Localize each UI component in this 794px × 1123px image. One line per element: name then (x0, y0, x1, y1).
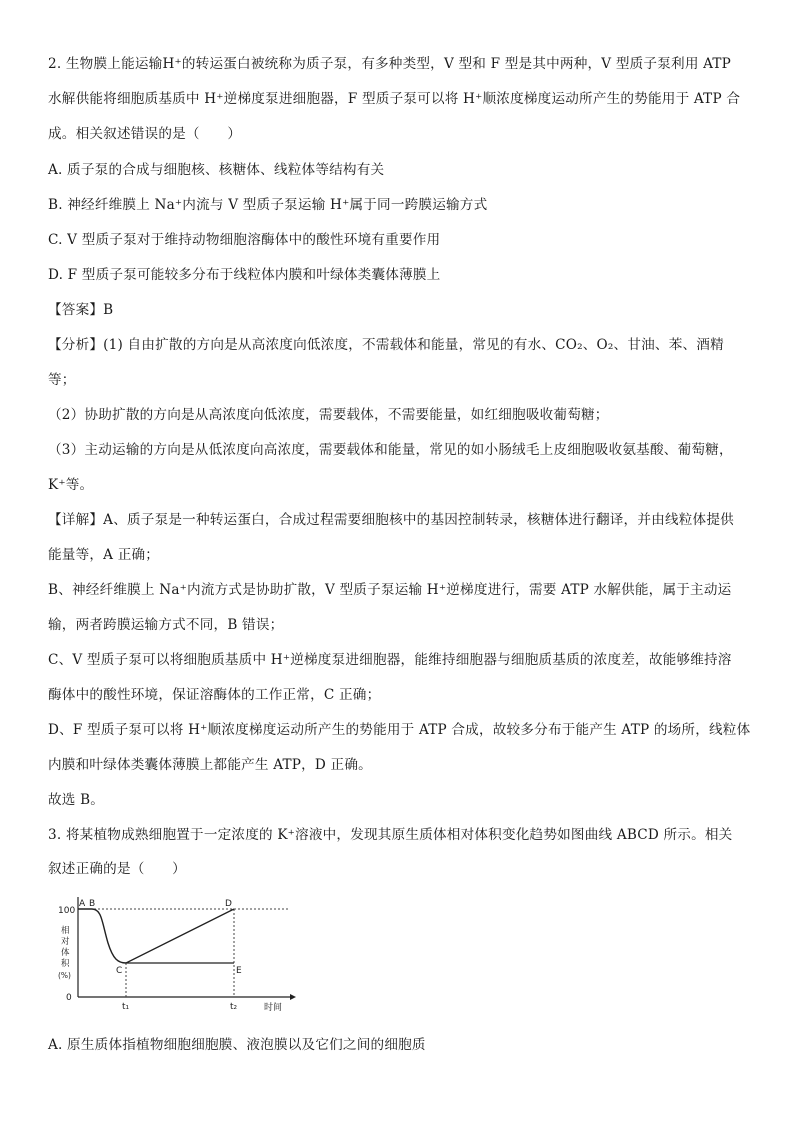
y-tick-0: 0 (66, 993, 72, 1003)
q2-detail-line-4: 输，两者跨膜运输方式不同，B 错误； (48, 617, 284, 633)
q2-analysis-line-4: （3）主动运输的方向是从低浓度向高浓度，需要载体和能量，常见的如小肠绒毛上皮细胞吸收氨基酸、葡萄糖， (48, 442, 733, 458)
x-axis-arrow (290, 994, 296, 1000)
q2-detail-line-9: 故选 B。 (48, 792, 105, 808)
curve-abc (78, 909, 126, 963)
q3-figure (58, 893, 298, 1019)
q3-stem-line-2: 叙述正确的是（ ） (48, 861, 186, 877)
x-tick-t1: t₁ (122, 1002, 130, 1012)
q2-detail-line-8: 内膜和叶绿体类囊体薄膜上都能产生 ATP，D 正确。 (48, 757, 372, 773)
y-label-char-1: 相 (61, 926, 70, 936)
q2-answer: 【答案】B (48, 302, 114, 318)
q2-detail-line-6: 酶体中的酸性环境，保证溶酶体的工作正常，C 正确； (48, 687, 381, 703)
q2-stem-line-2: 水解供能将细胞质基质中 H⁺逆梯度泵进细胞器，F 型质子泵可以将 H⁺顺浓度梯度运动所产生的势能用于 ATP 合 (48, 91, 741, 107)
q2-detail-line-3: B、神经纤维膜上 Na⁺内流方式是协助扩散，V 型质子泵运输 H⁺逆梯度进行，需要 ATP 水解供能，属于主动运 (48, 582, 732, 598)
y-label-char-2: 对 (61, 937, 70, 947)
label-d: D (225, 899, 232, 909)
q2-option-a: A. 质子泵的合成与细胞核、核糖体、线粒体等结构有关 (48, 162, 385, 178)
q2-detail-line-5: C、V 型质子泵可以将细胞质基质中 H⁺逆梯度泵进细胞器，能维持细胞器与细胞质基质的浓度差，故能够维持溶 (48, 652, 732, 668)
q3-option-a: A. 原生质体指植物细胞细胞膜、液泡膜以及它们之间的细胞质 (48, 1037, 426, 1053)
q2-detail-line-2: 能量等，A 正确； (48, 547, 160, 563)
q2-analysis-line-2: 等； (48, 372, 76, 388)
q2-stem-line-3: 成。相关叙述错误的是（ ） (48, 126, 242, 142)
y-label-char-3: 体 (61, 948, 70, 958)
q2-option-c: C. V 型质子泵对于维持动物细胞溶酶体中的酸性环境有重要作用 (48, 232, 441, 248)
q2-detail-line-1: 【详解】A、质子泵是一种转运蛋白，合成过程需要细胞核中的基因控制转录，核糖体进行翻译，并由线粒体提供 (48, 512, 734, 528)
q2-stem-line-1: 2. 生物膜上能运输H⁺的转运蛋白被统称为质子泵，有多种类型，V 型和 F 型是其中两种，V 型质子泵利用 ATP (48, 56, 732, 72)
y-label-char-4: 积 (61, 959, 70, 969)
q3-volume-graph (58, 893, 298, 1019)
curve-cd (126, 909, 234, 963)
q2-analysis-line-5: K⁺等。 (48, 477, 94, 493)
label-c: C (116, 966, 123, 976)
q2-option-d: D. F 型质子泵可能较多分布于线粒体内膜和叶绿体类囊体薄膜上 (48, 267, 441, 283)
q2-analysis-line-1: 【分析】(1) 自由扩散的方向是从高浓度向低浓度，不需载体和能量，常见的有水、CO₂、O₂、甘油、苯、酒精 (48, 337, 724, 353)
label-a: A (79, 899, 86, 909)
y-label-unit: (%) (58, 971, 71, 980)
x-axis-label: 时间 (264, 1003, 283, 1013)
q2-option-b: B. 神经纤维膜上 Na⁺内流与 V 型质子泵运输 H⁺属于同一跨膜运输方式 (48, 197, 488, 213)
x-tick-t2: t₂ (230, 1002, 238, 1012)
label-b: B (89, 899, 96, 909)
label-e: E (236, 966, 242, 976)
q3-stem-line-1: 3. 将某植物成熟细胞置于一定浓度的 K⁺溶液中，发现其原生质体相对体积变化趋势如图曲线 ABCD 所示。相关 (48, 827, 733, 843)
q2-analysis-line-3: （2）协助扩散的方向是从高浓度向低浓度，需要载体，不需要能量，如红细胞吸收葡萄糖； (48, 407, 609, 423)
y-tick-100: 100 (58, 906, 76, 916)
q2-detail-line-7: D、F 型质子泵可以将 H⁺顺浓度梯度运动所产生的势能用于 ATP 合成，故较多分布于能产生 ATP 的场所，线粒体 (48, 722, 751, 738)
